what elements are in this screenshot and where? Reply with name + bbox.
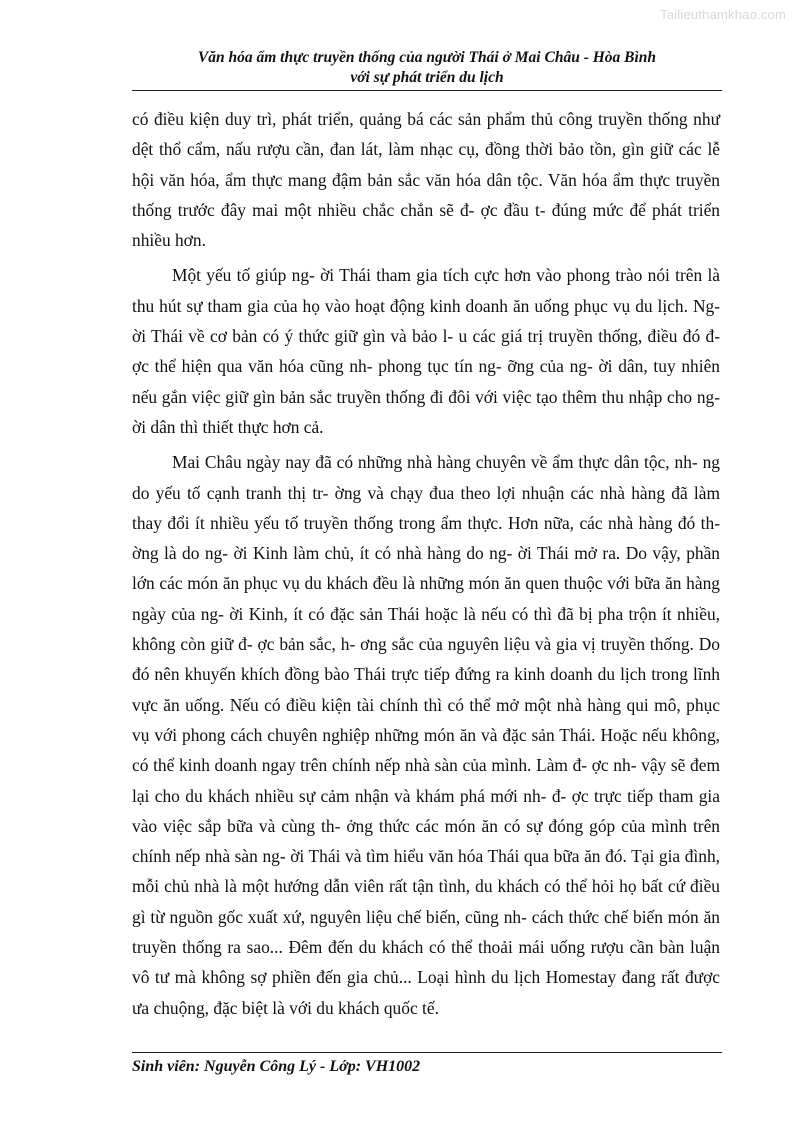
header-divider [132, 90, 722, 91]
paragraph-1: có điều kiện duy trì, phát triển, quảng bá các sản phẩm thủ công truyền thống như dệt thổ cẩm, nấu rượu cần, đan lát, làm nhạc cụ, đồng thời bảo tồn, gìn giữ các lễ hội văn hóa, ẩm thực mang đậm bản sắc văn hóa dân tộc. Văn hóa ẩm thực truyền thống trước đây mai một nhiều chắc chắn sẽ đ- ợc đầu t- đúng mức để phát triển nhiều hơn. [132, 109, 720, 251]
body-text [132, 104, 720, 1028]
paragraph-3: Mai Châu ngày nay đã có những nhà hàng chuyên về ẩm thực dân tộc, nh- ng do yếu tố cạnh tranh thị tr- ờng và chạy đua theo lợi nhuận các nhà hàng đã làm thay đổi ít nhiều yếu tố truyền thống trong ẩm thực. Hơn nữa, các nhà hàng đó th- ờng là do ng- ời Kinh làm chủ, ít có nhà hàng do ng- ời Thái mở ra. Do vậy, phần lớn các món ăn phục vụ du khách đều là những món ăn quen thuộc với bữa ăn hàng ngày của ng- ời Kinh, ít có đặc sản Thái hoặc là nếu có thì đã bị pha trộn ít nhiều, không còn giữ đ- ợc bản sắc, h- ơng sắc của nguyên liệu và gia vị truyền thống. Do đó nên khuyến khích đồng bào Thái trực tiếp đứng ra kinh doanh du lịch trong lĩnh vực ăn uống. Nếu có điều kiện tài chính thì có thể mở một nhà hàng qui mô, phục vụ với phong cách chuyên nghiệp những món ăn và đặc sản Thái. Hoặc nếu không, có thể kinh doanh ngay trên chính nếp nhà sàn của mình. Làm đ- ợc nh- vậy sẽ đem lại cho du khách nhiều sự cảm nhận và khám phá mới nh- đ- ợc trực tiếp tham gia vào việc sắp bữa và cùng th- ởng thức các món ăn có sự đóng góp của mình trên chính nếp nhà sàn ng- ời Thái và tìm hiểu văn hóa Thái qua bữa ăn đó. Tại gia đình, mỗi chủ nhà là một hướng dẫn viên rất tận tình, du khách có thể hỏi họ bất cứ điều gì từ nguồn gốc xuất xứ, nguyên liệu chế biến, cũng nh- cách thức chế biến món ăn truyền thống ra sao... Đêm đến du khách có thể thoải mái uống rượu cần bàn luận vô tư mà không sợ phiền đến gia chủ... Loại hình du lịch Homestay đang rất được ưa chuộng, đặc biệt là với du khách quốc tế. [132, 452, 720, 1018]
watermark-text: Tailieuthamkhao.com [660, 7, 786, 22]
running-header [132, 48, 722, 88]
paragraph-2: Một yếu tố giúp ng- ời Thái tham gia tích cực hơn vào phong trào nói trên là thu hút sự tham gia của họ vào hoạt động kinh doanh ăn uống phục vụ du lịch. Ng- ời Thái về cơ bản có ý thức giữ gìn và bảo l- u các giá trị truyền thống, điều đó đ- ợc thể hiện qua văn hóa cũng nh- phong tục tín ng- ỡng của ng- ời dân, tuy nhiên nếu gắn việc giữ gìn bản sắc truyền thống đi đôi với việc tạo thêm thu nhập cho ng- ời dân thì thiết thực hơn cả. [132, 265, 720, 437]
header-title-line1: Văn hóa ẩm thực truyền thống của người Thái ở Mai Châu - Hòa Bình [197, 49, 657, 66]
footer-author: Sinh viên: Nguyễn Công Lý - Lớp: VH1002 [132, 1058, 421, 1075]
footer-divider [132, 1052, 722, 1053]
header-title-line2: với sự phát triển du lịch [350, 69, 504, 86]
